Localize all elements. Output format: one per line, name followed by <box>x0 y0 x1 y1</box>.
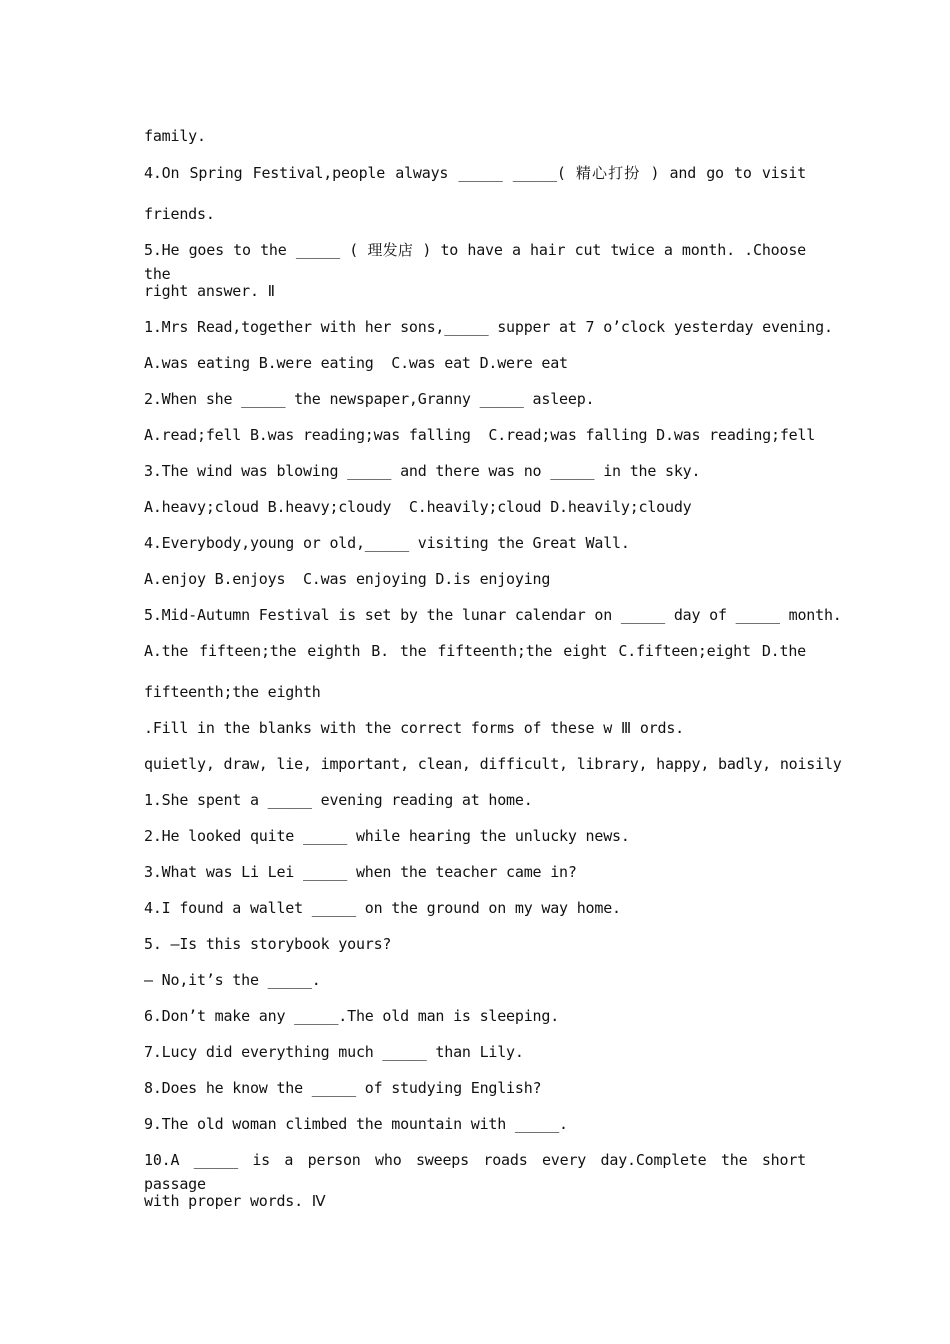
text-line: 4.On Spring Festival,people always _____ _____( 精心打扮 ) and go to visit <box>144 164 806 182</box>
question-stem: 1.Mrs Read,together with her sons,_____ supper at 7 o’clock yesterday evening. <box>144 318 833 336</box>
text-line: right answer. Ⅱ <box>144 282 275 300</box>
question-stem: 5. —Is this storybook yours? <box>144 935 392 953</box>
question-stem: 6.Don’t make any _____.The old man is sleeping. <box>144 1007 560 1025</box>
question-stem: 10.A _____ is a person who sweeps roads every day.Complete the short passage <box>144 1151 806 1193</box>
answer-options: fifteenth;the eighth <box>144 683 321 701</box>
word-bank: quietly, draw, lie, important, clean, difficult, library, happy, badly, noisily <box>144 755 842 773</box>
question-stem: 3.What was Li Lei _____ when the teacher came in? <box>144 863 577 881</box>
section-heading: .Fill in the blanks with the correct forms of these w Ⅲ ords. <box>144 719 684 737</box>
question-stem: 8.Does he know the _____ of studying English? <box>144 1079 542 1097</box>
answer-options: A.enjoy B.enjoys C.was enjoying D.is enjoying <box>144 570 551 588</box>
text-line: friends. <box>144 205 215 223</box>
question-stem: 1.She spent a _____ evening reading at home. <box>144 791 533 809</box>
question-stem: 7.Lucy did everything much _____ than Lily. <box>144 1043 524 1061</box>
question-stem: 4.I found a wallet _____ on the ground on my way home. <box>144 899 621 917</box>
question-stem: 9.The old woman climbed the mountain with _____. <box>144 1115 568 1133</box>
question-stem: 2.He looked quite _____ while hearing the unlucky news. <box>144 827 630 845</box>
text-line: 5.He goes to the _____ ( 理发店 ) to have a hair cut twice a month. .Choose the <box>144 241 806 283</box>
answer-options: A.read;fell B.was reading;was falling C.read;was falling D.was reading;fell <box>144 426 816 444</box>
text-line: family. <box>144 127 206 145</box>
question-stem: — No,it’s the _____. <box>144 971 321 989</box>
question-stem: 4.Everybody,young or old,_____ visiting the Great Wall. <box>144 534 630 552</box>
question-stem: 2.When she _____ the newspaper,Granny _____ asleep. <box>144 390 595 408</box>
answer-options: A.was eating B.were eating C.was eat D.were eat <box>144 354 568 372</box>
section-heading: with proper words. Ⅳ <box>144 1192 326 1210</box>
answer-options: A.the fifteen;the eighth B. the fifteenth;the eight C.fifteen;eight D.the <box>144 642 806 660</box>
answer-options: A.heavy;cloud B.heavy;cloudy C.heavily;cloud D.heavily;cloudy <box>144 498 692 516</box>
question-stem: 3.The wind was blowing _____ and there was no _____ in the sky. <box>144 462 701 480</box>
question-stem: 5.Mid-Autumn Festival is set by the lunar calendar on _____ day of _____ month. <box>144 606 842 624</box>
